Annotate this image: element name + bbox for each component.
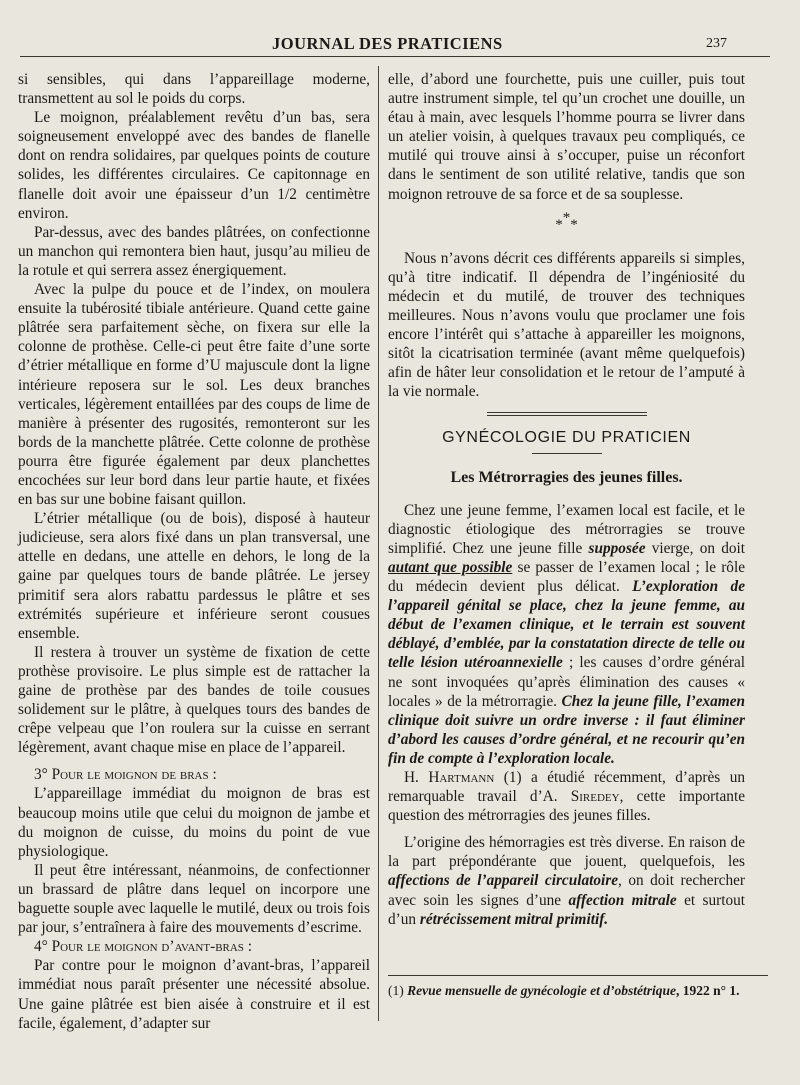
section-title: GYNÉCOLOGIE DU PRATICIEN — [442, 428, 691, 446]
subheading-number: 4° — [34, 938, 52, 956]
paragraph: L’étrier métallique (ou de bois), disposé à hauteur judicieuse, sera alors fixé dans un plan transversal, une attelle en dedans, une attelle en dehors, le long de la gaine par quelques tours de bande plâtrée. Le jersey primitif sera alors rabattu pardessus le plâtre et ses extrémités supérieure et inférieure seront cousues ensemble. — [18, 510, 370, 642]
footnote-source: Revue mensuelle de gynécologie et d’obstétrique — [407, 983, 676, 998]
section-break-asterisks — [388, 209, 745, 235]
text-run: H. — [404, 769, 429, 786]
journal-title: JOURNAL DES PRATICIENS — [272, 34, 503, 53]
asterisk: * — [570, 216, 578, 233]
text-run: et surtout d’un — [388, 891, 745, 928]
text-run: , on doit rechercher avec soin les signes d’une — [388, 872, 745, 909]
paragraph — [388, 833, 745, 928]
text-run: ; les causes d’ordre général ne sont invoquées qu’après élimination des causes « locales » de la métrorragie. — [388, 654, 745, 710]
emphasis: autant que possible — [388, 558, 513, 576]
running-header — [0, 34, 800, 58]
right-column — [388, 70, 745, 929]
article-title: Les Métrorragies des jeunes filles. — [450, 468, 683, 486]
emphasis: affection mitrale — [568, 891, 677, 909]
text-run: vierge, on doit — [645, 539, 745, 557]
emphasis: L’exploration de l’appareil génital se place, chez la jeune femme, au début de l’examen clinique, et le terrain est souvent déblayé, d’emblée, par la constatation directe de telle ou telle lésion utéroannexielle — [388, 578, 745, 672]
subheading-number: 3° — [34, 766, 52, 784]
paragraph: Par-dessus, avec des bandes plâtrées, on confectionne un manchon qui remontera bien haut, jusqu’au milieu de la rotule et qui serrera assez énergiquement. — [18, 223, 370, 279]
emphasis: rétrécissement mitral primitif. — [419, 910, 609, 928]
subheading-arm — [18, 765, 370, 784]
text-run: (1) a étudié récemment, d’après un remarquable travail d’A. — [388, 769, 745, 806]
page-number: 237 — [706, 36, 727, 51]
paragraph: Par contre pour le moignon d’avant-bras, l’appareil immédiat nous paraît présenter une nécessité absolue. Une gaine plâtrée est bien aisée à construire et il est facile, également, d’adapter sur — [18, 957, 370, 1032]
paragraph: Il peut être intéressant, néanmoins, de confectionner un brassard de plâtre dans lequel on incorpore une baguette souple avec laquelle le mutilé, deux ou trois fois par jour, s’entraînera à faire des mouvements d’escrime. — [18, 861, 370, 937]
author-name: Siredey — [570, 788, 620, 806]
double-rule — [487, 412, 647, 416]
paragraph — [388, 768, 745, 825]
footnote-rule — [388, 975, 768, 976]
text-run: , cette importante question des métrorragies des jeunes filles. — [388, 788, 745, 825]
text-run: se passer de l’examen local ; le rôle du médecin devient plus délicat. — [388, 558, 745, 596]
paragraph: Il restera à trouver un système de fixation de cette prothèse provisoire. Le plus simple est de rattacher la gaine de prothèse par des bandes de toile cousues solidement sur le plâtre, à quelques tours des bandes de crêpe velpeau que l’on roulera sur la cuisse en serrant légèrement, avant chaque mise en place de l’appareil. — [18, 643, 370, 757]
emphasis: affections de l’appareil circulatoire — [388, 872, 618, 890]
footnote — [388, 982, 748, 999]
emphasis: supposée — [588, 539, 646, 557]
emphasis: Chez la jeune fille, l’examen clinique doit suivre un ordre inverse : il faut éliminer d’abord les causes d’ordre général, et ne recourir qu’en fin de compte à l’exploration locale. — [388, 692, 745, 767]
paragraph — [388, 501, 745, 768]
paragraph: Avec la pulpe du pouce et de l’index, on moulera ensuite la tubérosité tibiale antérieure. Quand cette gaine plâtrée sera parfaitement sèche, on fixera sur elle la colonne de prothèse. Celle-ci peut être faite d’une sorte d’étrier métallique en forme d’U majuscule dont la ligne intérieure reposera sur le sol. Les deux branches verticales, légèrement entaillées par des coups de lime de manière à présenter des rugosités, remonteront sur les bords de la manchette plâtrée. Cette colonne de prothèse pourra être figurée également par deux planchettes encochées sur leur bord dans leur partie haute, et fixées en bas sur une bobine faisant quillon. — [18, 281, 370, 509]
paragraph: elle, d’abord une fourchette, puis une cuiller, puis tout autre instrument simple, tel qu’un crochet une douille, un étau à main, avec lesquels l’homme pourra se livrer dans un atelier voisin, à quelques travaux peu compliqués, ce mutilé qui trouve ainsi à s’occuper, puise un réconfort dans le sentiment de son utilité relative, tandis que son moignon retrouve de sa force et de sa souplesse. — [388, 71, 745, 203]
footnote-ref: , 1922 n° 1. — [675, 983, 740, 998]
subheading-text: Pour le moignon d’avant-bras : — [51, 938, 253, 956]
asterisk: * — [555, 216, 563, 233]
header-rule — [20, 56, 770, 57]
asterisk: * — [562, 209, 571, 226]
left-column — [18, 70, 370, 1033]
paragraph: Nous n’avons décrit ces différents appareils si simples, qu’à titre indicatif. Il dépendra de l’ingéniosité du médecin et du mutilé, de trouver des techniques meilleures. Nous n’avons voulu que proclamer une fois encore l’intérêt qui s’attache à appareiller les moignons, sitôt la cicatrisation terminée (avant même quelquefois) afin de hâter leur consolidation et le retour de l’amputé à la vie normale. — [388, 249, 745, 401]
paragraph: si sensibles, qui dans l’appareillage moderne, transmettent au sol le poids du corps. — [18, 71, 370, 108]
footnote-marker: (1) — [388, 983, 408, 998]
subheading-text: Pour le moignon de bras : — [51, 766, 217, 784]
column-divider — [378, 66, 379, 1021]
subheading-forearm — [18, 937, 370, 956]
text-run: Chez une jeune femme, l’examen local est facile, et le diagnostic étiologique des métrorragies se trouve simplifié. Chez une jeune fille — [388, 501, 745, 557]
author-name: Hartmann — [428, 769, 495, 786]
text-run: L’origine des hémorragies est très diverse. En raison de la part prépondérante que jouent, quelquefois, les — [388, 834, 745, 871]
short-rule — [532, 453, 602, 454]
paragraph: L’appareillage immédiat du moignon de bras est beaucoup moins utile que celui du moignon de jambe et du moignon de cuisse, du moins du point de vue physiologique. — [18, 785, 370, 860]
paragraph: Le moignon, préalablement revêtu d’un bas, sera soigneusement enveloppé avec des bandes de flanelle dont on rendra solidaires, par quelques points de couture solides, les différentes circulaires. Ce capitonnage en flanelle doit avoir une épaisseur d’un 1/2 centimètre environ. — [18, 109, 370, 222]
